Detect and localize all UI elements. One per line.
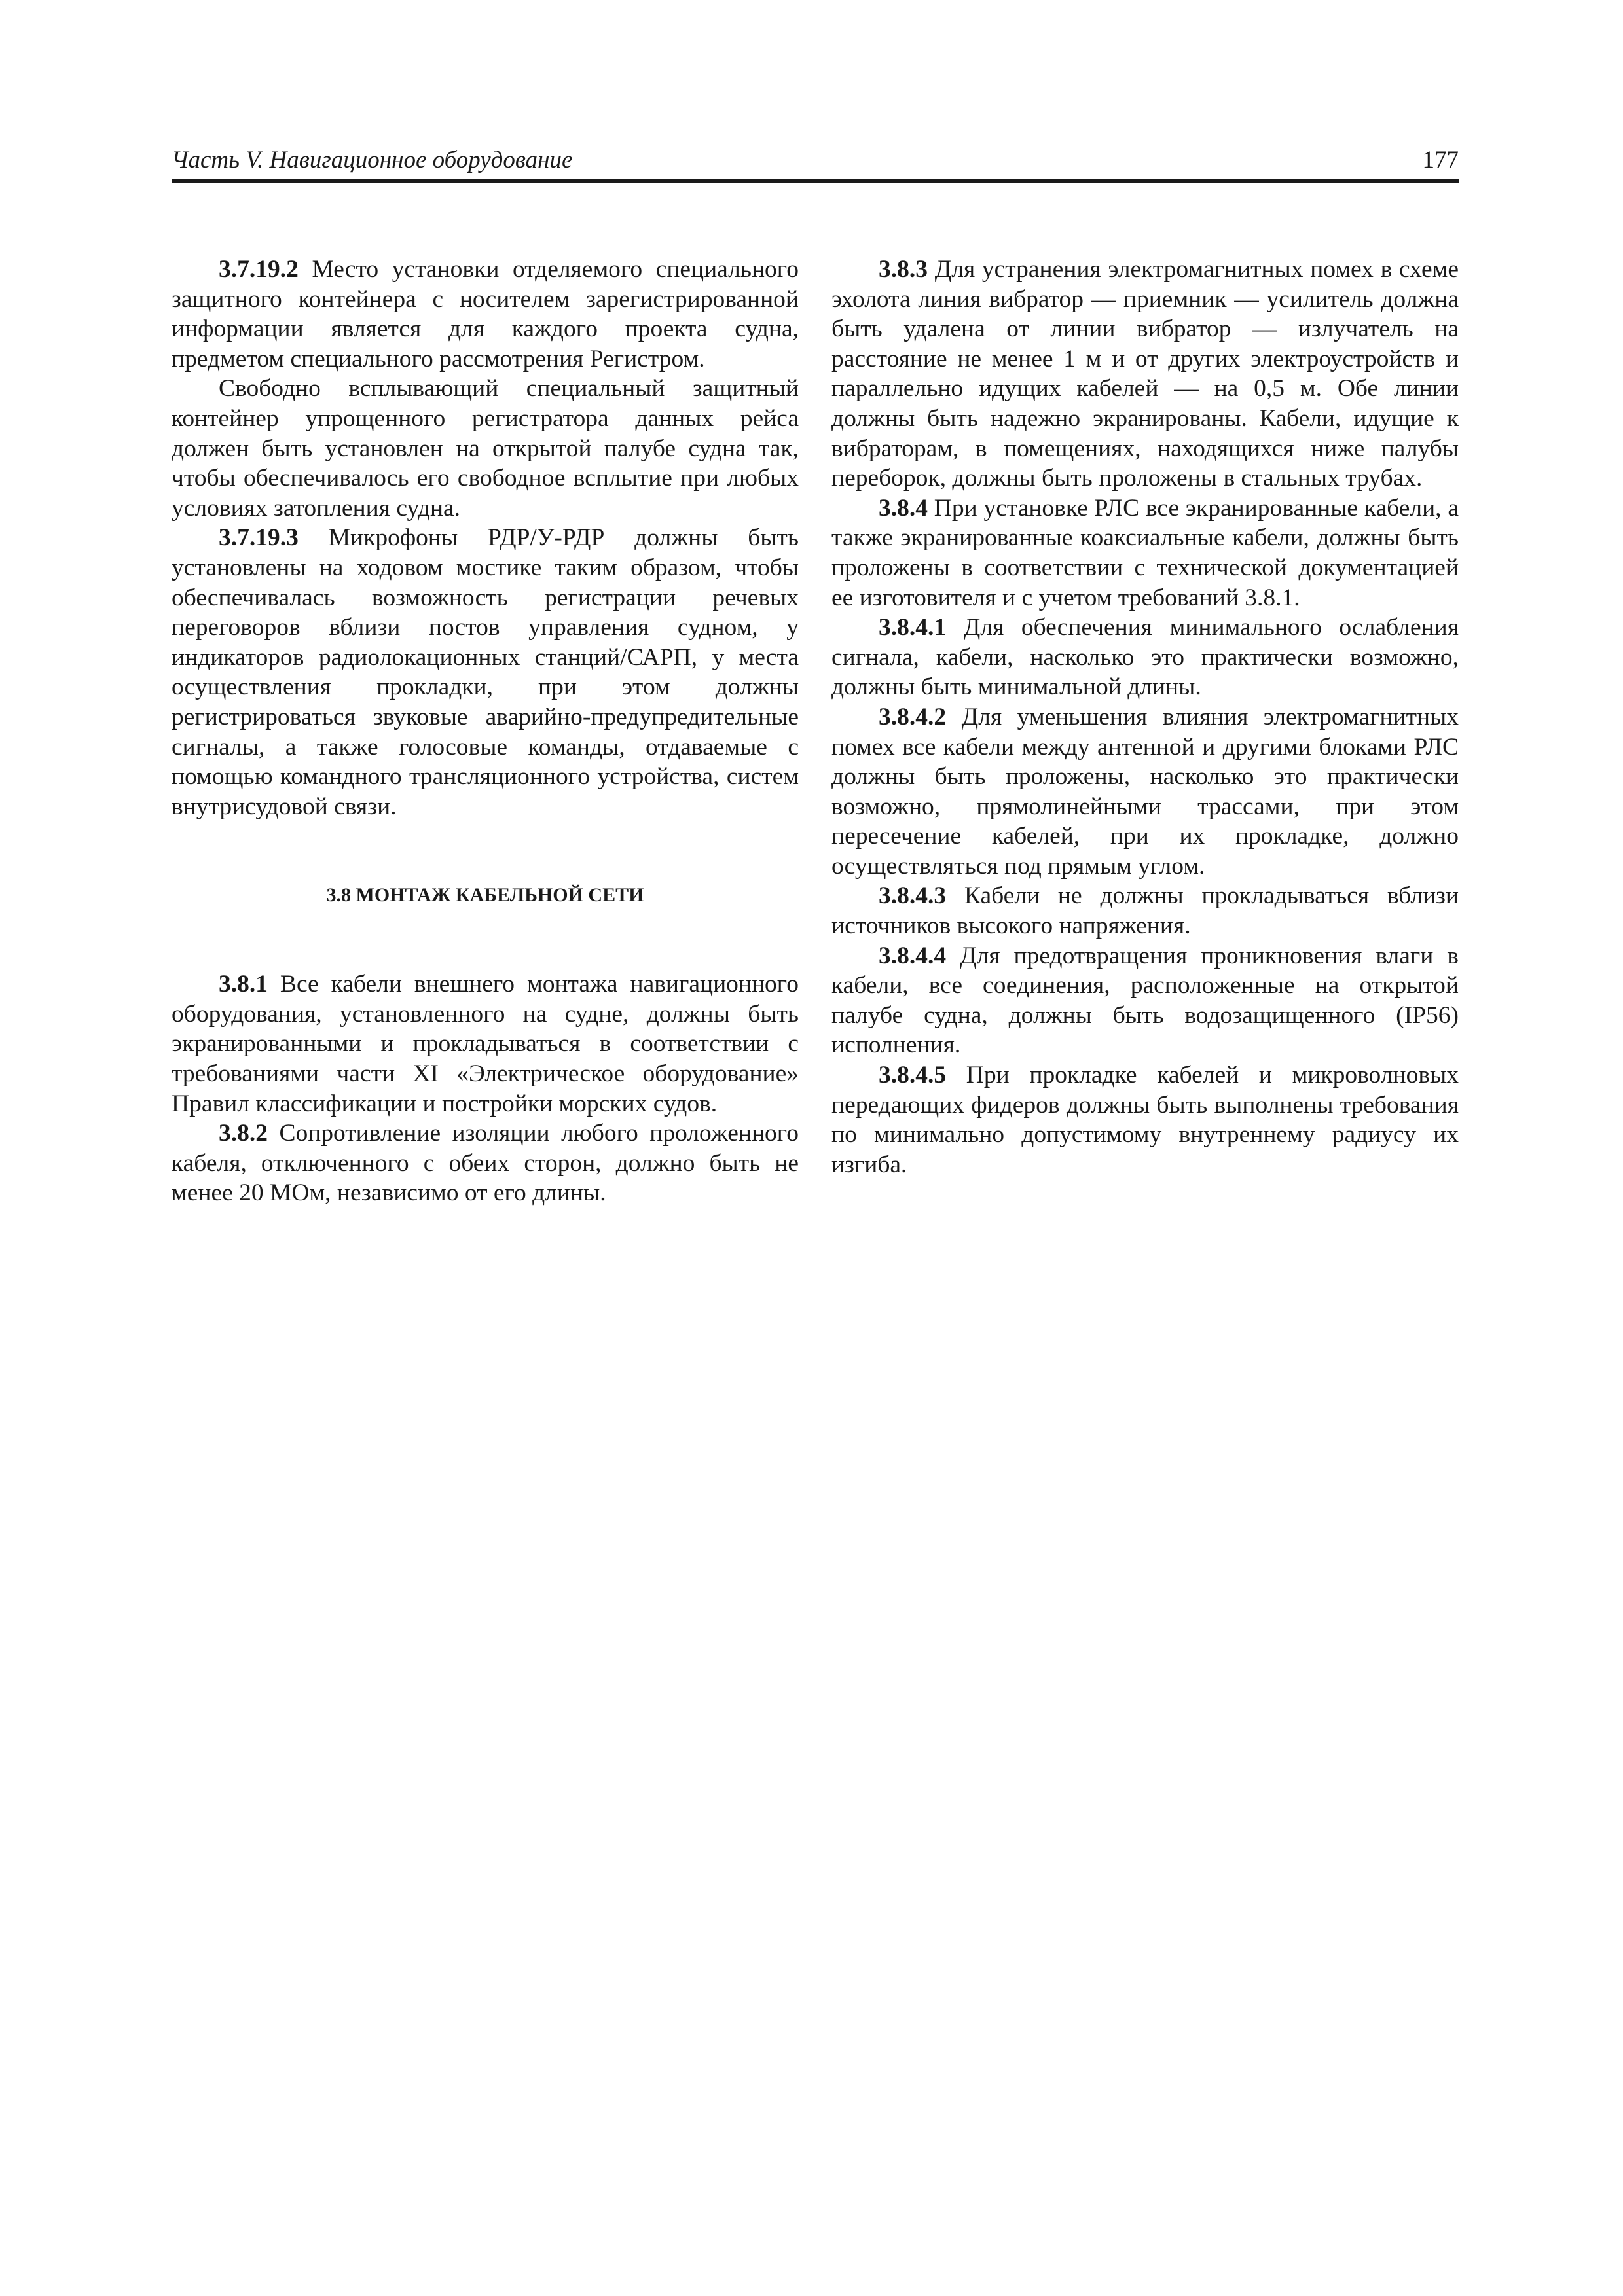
left-column bbox=[172, 255, 799, 1208]
running-title: Часть V. Навигационное оборудование bbox=[172, 147, 573, 173]
paragraph-text: Для устранения электромагнитных помех в схеме эхолота линия вибратор — приемник — усилитель должна быть удалена от линии вибратор — излучатель на расстояние не менее 1 м и от других электроустройств и параллельно идущих кабелей — на 0,5 м. Обе линии должны быть надежно экранированы. Кабели, идущие к вибраторам, в помещениях, находящихся ниже палубы переборок, должны быть проложены в стальных трубах. bbox=[831, 256, 1459, 492]
clause-number: 3.8.2 bbox=[219, 1120, 268, 1147]
clause-number: 3.8.4.3 bbox=[879, 882, 947, 910]
clause-number: 3.8.4.5 bbox=[879, 1062, 947, 1089]
paragraph-3-8-1 bbox=[172, 969, 799, 1119]
paragraph-text: Кабели не должны прокладываться вблизи источников высокого напряжения. bbox=[831, 882, 1459, 940]
right-column bbox=[831, 255, 1459, 1179]
clause-number: 3.8.4.1 bbox=[879, 614, 947, 641]
paragraph-text: Для уменьшения влияния электромагнитных помех все кабели между антенной и другими блоками РЛС должны быть проложены, насколько это практически возможно, прямолинейными трассами, при этом пересечение кабелей, при их прокладке, должно осуществляться под прямым углом. bbox=[831, 703, 1459, 880]
paragraph-text: Сопротивление изоляции любого проложенного кабеля, отключенного с обеих сторон, должно быть не менее 20 МОм, независимо от его длины. bbox=[172, 1120, 799, 1207]
clause-number: 3.8.3 bbox=[879, 256, 928, 283]
paragraph-3-8-2 bbox=[172, 1119, 799, 1208]
paragraph-3-8-4-1 bbox=[831, 613, 1459, 702]
paragraph-text: Микрофоны РДР/У-РДР должны быть установлены на ходовом мостике таким образом, чтобы обеспечивалась возможность регистрации речевых переговоров вблизи постов управления судном, у индикаторов радиолокационных станций/САРП, у места осуществления прокладки, при этом должны регистрироваться звуковые аварийно-предупредительные сигналы, а также голосовые команды, отдаваемые с помощью командного трансляционного устройства, систем внутрисудовой связи. bbox=[172, 524, 799, 820]
paragraph-3-8-3 bbox=[831, 255, 1459, 493]
paragraph-text: Место установки отделяемого специального защитного контейнера с носителем зарегистрированной информации является для каждого проекта судна, предметом специального рассмотрения Регистром. bbox=[172, 256, 799, 372]
paragraph-3-8-4 bbox=[831, 493, 1459, 613]
page-header bbox=[172, 139, 1459, 183]
paragraph-3-8-4-5 bbox=[831, 1060, 1459, 1179]
paragraph-text: При прокладке кабелей и микроволновых передающих фидеров должны быть выполнены требования по минимально допустимому внутреннему радиусу их изгиба. bbox=[831, 1062, 1459, 1178]
clause-number: 3.7.19.2 bbox=[219, 256, 299, 283]
clause-number: 3.8.1 bbox=[219, 971, 268, 998]
clause-number: 3.8.4.2 bbox=[879, 703, 947, 730]
clause-number: 3.8.4 bbox=[879, 494, 928, 522]
page-number: 177 bbox=[1422, 147, 1459, 173]
paragraph-text: Все кабели внешнего монтажа навигационного оборудования, установленного на судне, должны быть экранированными и прокладываться в соответствии с требованиями части XI «Электрическое оборудование» Правил классификации и постройки морских судов. bbox=[172, 971, 799, 1117]
clause-number: 3.8.4.4 bbox=[879, 942, 947, 969]
paragraph-3-8-4-4 bbox=[831, 941, 1459, 1060]
paragraph-text: Свободно всплывающий специальный защитный контейнер упрощенного регистратора данных рейса должен быть установлен на открытой палубе судна так, чтобы обеспечивалось его свободное всплытие при любых условиях затопления судна. bbox=[172, 375, 799, 522]
paragraph-3-8-4-3 bbox=[831, 881, 1459, 941]
section-heading: 3.8 МОНТАЖ КАБЕЛЬНОЙ СЕТИ bbox=[326, 884, 644, 906]
paragraph-text: Для предотвращения проникновения влаги в кабели, все соединения, расположенные на открытой палубе судна, должны быть водозащищенного (IP56) исполнения. bbox=[831, 942, 1459, 1059]
clause-number: 3.7.19.3 bbox=[219, 524, 299, 552]
paragraph-free-float-container bbox=[172, 374, 799, 523]
paragraph-3-7-19-2 bbox=[172, 255, 799, 374]
paragraph-3-7-19-3 bbox=[172, 523, 799, 821]
paragraph-text: Для обеспечения минимального ослабления сигнала, кабели, насколько это практически возможно, должны быть минимальной длины. bbox=[831, 614, 1459, 701]
paragraph-3-8-4-2 bbox=[831, 702, 1459, 882]
paragraph-text: При установке РЛС все экранированные кабели, а также экранированные коаксиальные кабели, должны быть проложены в соответствии с технической документацией ее изготовителя и с учетом требований 3.8.1. bbox=[831, 494, 1459, 611]
